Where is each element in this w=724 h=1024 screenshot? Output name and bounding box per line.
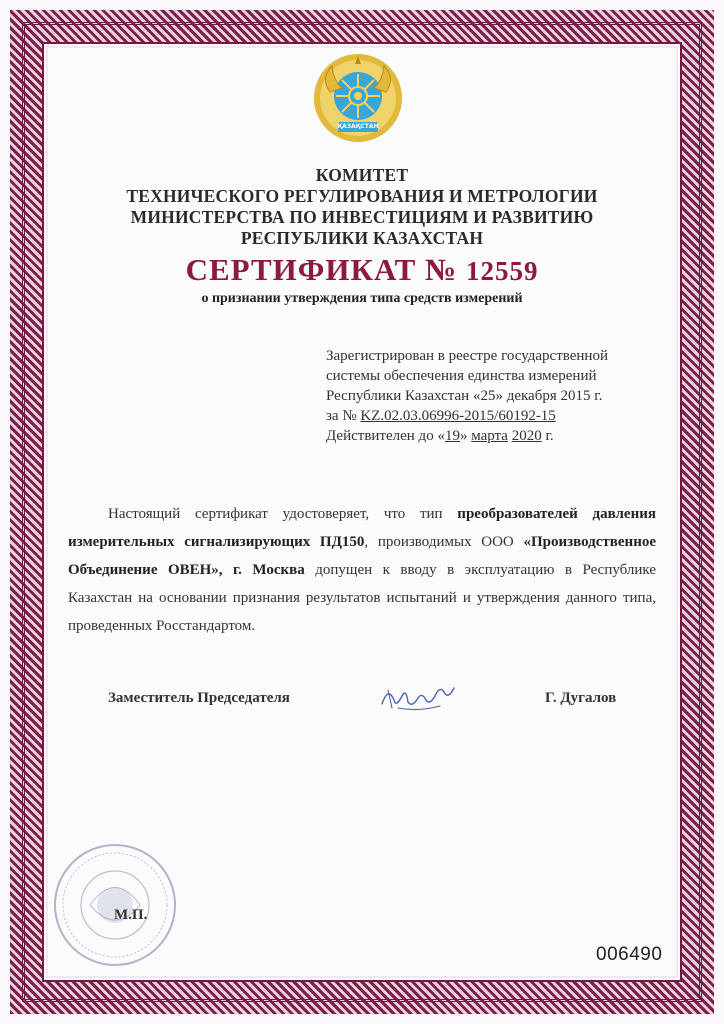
certificate-number: 12559	[465, 256, 539, 286]
issuer-header	[60, 165, 664, 249]
validity-month: марта	[471, 428, 508, 444]
registry-line-3: Республики Казахстан «25» декабря 2015 г.	[326, 388, 603, 404]
handwritten-signature	[378, 678, 458, 716]
header-line-1: КОМИТЕТ	[315, 165, 409, 185]
certificate-statement	[68, 500, 656, 640]
header-line-4: РЕСПУБЛИКИ КАЗАХСТАН	[240, 228, 484, 248]
emblem-ribbon-text: ҚАЗАҚСТАН	[337, 123, 379, 130]
statement-manufacturer: «Производственное Объединение ОВЕН», г. Москва	[68, 534, 656, 578]
registry-line-2: системы обеспечения единства измерений	[326, 368, 597, 384]
signatory-title: Заместитель Председателя	[108, 690, 290, 706]
validity-year: 2020	[511, 428, 542, 444]
registry-line-4	[326, 406, 656, 426]
certificate-title-label: СЕРТИФИКАТ №	[185, 252, 458, 287]
validity-mid: »	[459, 428, 472, 444]
statement-text-1: Настоящий сертификат удостоверяет, что тип	[108, 506, 458, 522]
validity-day: 19	[444, 428, 460, 444]
statement-text-3: допущен к вводу в эксплуатацию в Республике Казахстан на основании признания результатов испытаний и утверждения данного типа, проведенных Росстандартом.	[68, 562, 656, 634]
validity-suffix: г.	[541, 428, 554, 444]
statement-product: преобразователей давления измерительных сигнализирующих ПД150	[68, 506, 656, 550]
stamp-place-label: М.П.	[114, 907, 148, 923]
statement-text-2: , производимых ООО	[364, 534, 524, 550]
registry-number-prefix: за №	[326, 408, 357, 424]
registry-line-5	[326, 426, 656, 446]
header-line-3: МИНИСТЕРСТВА ПО ИНВЕСТИЦИЯМ И РАЗВИТИЮ	[130, 207, 594, 227]
registry-block	[326, 346, 656, 446]
kazakhstan-emblem-icon	[312, 52, 404, 144]
certificate-subtitle: о признании утверждения типа средств измерений	[201, 291, 523, 306]
header-line-2: ТЕХНИЧЕСКОГО РЕГУЛИРОВАНИЯ И МЕТРОЛОГИИ	[126, 186, 598, 206]
certificate-title	[60, 252, 664, 288]
serial-number: 006490	[596, 944, 663, 965]
validity-prefix: Действителен до «	[326, 428, 445, 444]
registry-number: KZ.02.03.06996-2015/60192-15	[360, 408, 556, 424]
registry-line-1: Зарегистрирован в реестре государственной	[326, 348, 608, 364]
official-stamp	[50, 840, 180, 970]
signatory-name: Г. Дугалов	[545, 690, 617, 706]
